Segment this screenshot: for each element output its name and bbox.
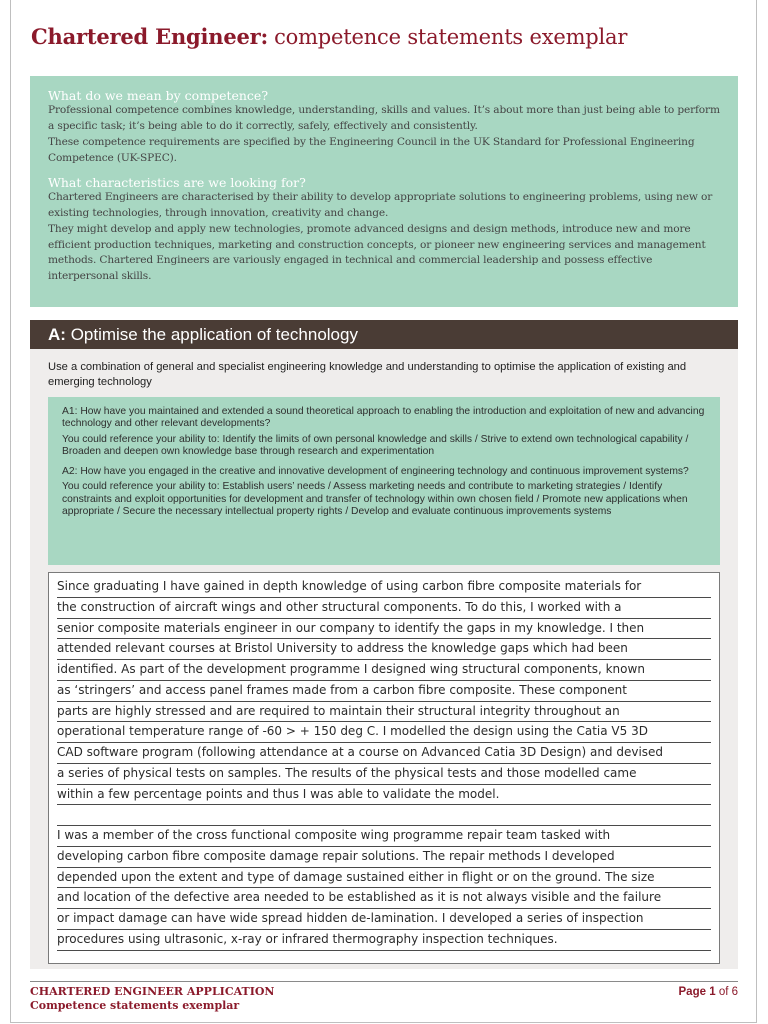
answer-line: parts are highly stressed and are required to maintain their structural integrity throughout an <box>57 702 711 723</box>
intro-paragraph: Chartered Engineers are characterised by their ability to develop appropriate solutions to engineering problems, using new or existing technologies, through innovation, creativity and change. <box>48 191 713 219</box>
intro-paragraph: They might develop and apply new technologies, promote advanced designs and design methods, introduce new and more efficient production techniques, marketing and construction concepts, or pioneer new engineering services and management methods. Chartered Engineers are variously engaged in technical and commercial leadership and possess effective interpersonal skills. <box>48 223 706 282</box>
title-bold: Chartered Engineer: <box>31 24 269 49</box>
intro-paragraph: These competence requirements are specified by the Engineering Council in the UK Standard for Professional Engineering Competence (UK-SPEC). <box>48 136 695 164</box>
answer-line: developing carbon fibre composite damage repair solutions. The repair methods I developed <box>57 847 711 868</box>
answer-line: the construction of aircraft wings and other structural components. To do this, I worked with a <box>57 598 711 619</box>
intro-heading-competence: What do we mean by competence? <box>48 88 269 103</box>
answer-line: Since graduating I have gained in depth knowledge of using carbon fibre composite materials for <box>57 577 711 598</box>
page-total: of 6 <box>718 986 738 998</box>
answer-line: CAD software program (following attendance at a course on Advanced Catia 3D Design) and devised <box>57 743 711 764</box>
footer-line-2: Competence statements exemplar <box>30 999 240 1012</box>
page-indicator <box>679 985 739 999</box>
answer-line: depended upon the extent and type of damage sustained either in flight or on the ground. The size <box>57 868 711 889</box>
answer-line: procedures using ultrasonic, x-ray or infrared thermography inspection techniques. <box>57 930 711 951</box>
answer-line: as ‘stringers’ and access panel frames made from a carbon fibre composite. These component <box>57 681 711 702</box>
answer-line: operational temperature range of -60 > + 150 deg C. I modelled the design using the Catia V5 3D <box>57 722 711 743</box>
section-title: Optimise the application of technology <box>70 325 358 344</box>
answer-line: senior composite materials engineer in our company to identify the gaps in my knowledge. I then <box>57 619 711 640</box>
answer-line: and location of the defective area needed to be established as it is not always visible and the failure <box>57 888 711 909</box>
intro-panel <box>30 76 738 307</box>
reference-a1: You could reference your ability to: Identify the limits of own personal knowledge and skills / Strive to extend own technological capability / Broaden and deepen own knowledge base through research and experimentation <box>62 433 689 457</box>
question-a1: A1: How have you maintained and extended a sound theoretical approach to enabling the introduction and exploitation of new and advancing technology and other relevant developments? <box>62 406 705 430</box>
answer-line: identified. As part of the development programme I designed wing structural components, known <box>57 660 711 681</box>
section-lead: Use a combination of general and specialist engineering knowledge and understanding to optimise the application of existing and emerging technology <box>48 361 687 388</box>
answer-line: a series of physical tests on samples. The results of the physical tests and those modelled came <box>57 764 711 785</box>
intro-heading-characteristics: What characteristics are we looking for? <box>48 175 306 190</box>
section-body <box>30 349 738 969</box>
answer-lines <box>57 577 711 951</box>
guidance-panel <box>48 397 720 565</box>
section-letter: A: <box>48 325 66 344</box>
title-subtitle: competence statements exemplar <box>274 25 628 49</box>
question-a2: A2: How have you engaged in the creative and innovative development of engineering technology and continuous improvement systems? <box>62 466 689 478</box>
answer-line: within a few percentage points and thus I was able to validate the model. <box>57 785 711 806</box>
answer-text-area[interactable] <box>48 572 720 964</box>
footer-label <box>30 985 274 1013</box>
intro-paragraph: Professional competence combines knowledge, understanding, skills and values. It’s about more than just being able to perform a specific task; it’s being able to do it correctly, safely, effectively and consistently. <box>48 104 720 132</box>
reference-a2: You could reference your ability to: Establish users’ needs / Assess marketing needs and contribute to marketing strategies / Identify constraints and exploit opportunities for development and transfer of technology within own chosen field / Promote new applications when appropriate / Secure the necessary intellectual property rights / Develop and evaluate continuous improvements systems <box>62 481 688 518</box>
answer-line: I was a member of the cross functional composite wing programme repair team tasked with <box>57 826 711 847</box>
answer-line: or impact damage can have wide spread hidden de-lamination. I developed a series of inspection <box>57 909 711 930</box>
section-header <box>30 320 738 349</box>
footer-divider <box>30 981 738 982</box>
footer-line-1: CHARTERED ENGINEER APPLICATION <box>30 985 275 998</box>
page-number: 1 <box>709 986 716 998</box>
page-label: Page <box>678 986 706 998</box>
page-title <box>31 24 751 49</box>
answer-line: attended relevant courses at Bristol University to address the knowledge gaps which had been <box>57 639 711 660</box>
answer-line-blank <box>57 805 711 826</box>
